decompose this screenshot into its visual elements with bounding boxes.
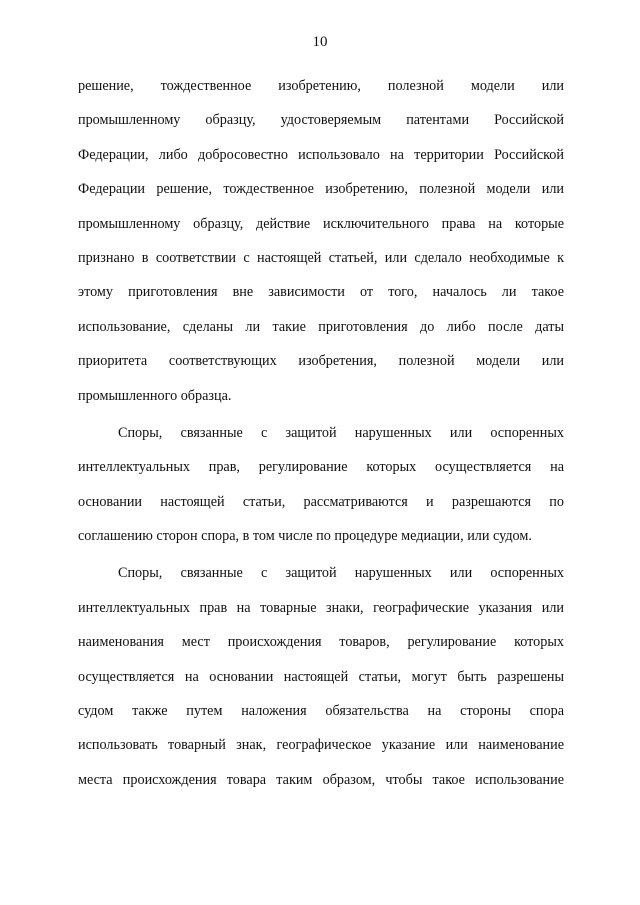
- text-line: соглашению сторон спора, в том числе по процедуре медиации, или судом.: [78, 528, 532, 545]
- text-line: Федерации, либо добросовестно использовало на территории Российской: [78, 146, 564, 163]
- text-line: Споры, связанные с защитой нарушенных или оспоренных: [118, 565, 564, 582]
- text-line: промышленному образцу, удостоверяемым патентами Российской: [78, 112, 564, 129]
- text-line: места происхождения товара таким образом, чтобы такое использование: [78, 771, 564, 788]
- text-line: интеллектуальных прав на товарные знаки, географические указания или: [78, 599, 564, 616]
- text-line: осуществляется на основании настоящей статьи, могут быть разрешены: [78, 668, 564, 685]
- text-line: признано в соответствии с настоящей статьей, или сделало необходимые к: [78, 249, 564, 266]
- text-line: интеллектуальных прав, регулирование которых осуществляется на: [78, 459, 564, 476]
- text-line: наименования мест происхождения товаров, регулирование которых: [78, 634, 564, 651]
- text-line: судом также путем наложения обязательства на стороны спора: [78, 703, 564, 720]
- text-line: промышленного образца.: [78, 387, 232, 404]
- text-line: Федерации решение, тождественное изобретению, полезной модели или: [78, 181, 564, 198]
- page-number: 10: [312, 34, 328, 50]
- paragraph-disputes-mediation: [78, 416, 564, 554]
- paragraph-continuation: [78, 69, 564, 413]
- document-body: [78, 69, 564, 797]
- text-line: использование, сделаны ли такие приготовления до либо после даты: [78, 318, 564, 335]
- text-line: этому приготовления вне зависимости от того, началось ли такое: [78, 284, 564, 301]
- text-line: приоритета соответствующих изобретения, полезной модели или: [78, 353, 564, 370]
- text-line: решение, тождественное изобретению, полезной модели или: [78, 78, 564, 94]
- text-line: основании настоящей статьи, рассматриваются и разрешаются по: [78, 493, 564, 510]
- text-line: промышленному образцу, действие исключительного права на которые: [78, 215, 564, 232]
- paragraph-disputes-trademarks: [78, 556, 564, 797]
- text-line: использовать товарный знак, географическое указание или наименование: [78, 737, 564, 754]
- text-line: Споры, связанные с защитой нарушенных или оспоренных: [118, 424, 564, 441]
